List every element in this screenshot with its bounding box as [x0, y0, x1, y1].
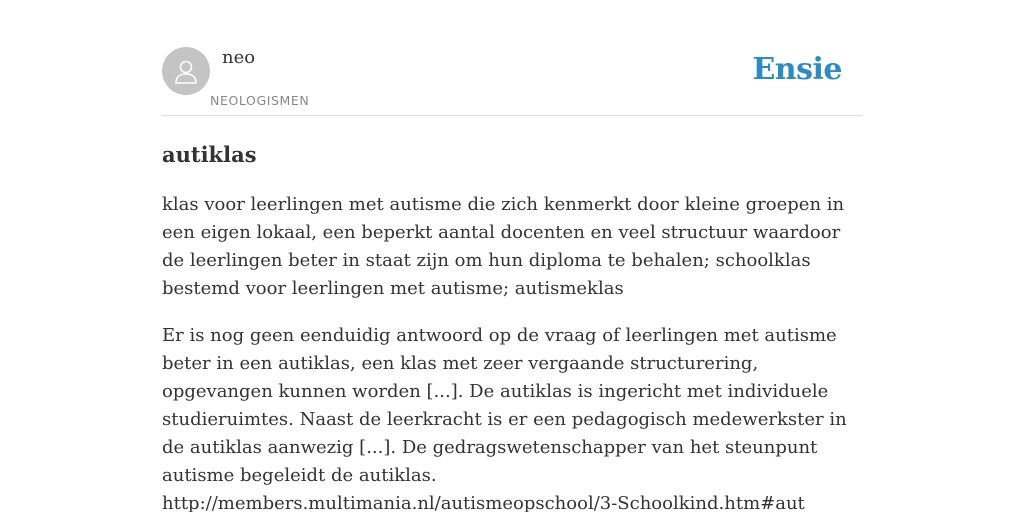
- brand-logo[interactable]: Ensie: [752, 52, 842, 87]
- entry-word: autiklas: [162, 142, 257, 167]
- entry-header: [162, 46, 862, 116]
- entry-example: Er is nog geen eenduidig antwoord op de vraag of leerlingen met autisme beter in een autiklas, een klas met zeer vergaande structurering, opgevangen kunnen worden [...]. De autiklas is ingericht met individuele studieruimtes. Naast de leerkracht is er een pedagogisch medewerkster in de autiklas aanwezig [...]. De gedragswetenschapper van het steunpunt autisme begeleidt de autiklas. http://members.multimania.nl/autismeopschool/3-Schoolkind.htm#aut: [162, 325, 847, 512]
- category-label[interactable]: NEOLOGISMEN: [210, 93, 310, 108]
- author-name[interactable]: neo: [222, 47, 256, 68]
- entry-card: [162, 46, 862, 512]
- avatar[interactable]: [162, 47, 210, 95]
- user-avatar-icon: [171, 56, 201, 86]
- entry-definition: klas voor leerlingen met autisme die zich kenmerkt door kleine groepen in een eigen lokaal, een beperkt aantal docenten en veel structuur waardoor de leerlingen beter in staat zijn om hun diploma te behalen; schoolklas bestemd voor leerlingen met autisme; autismeklas: [162, 194, 845, 299]
